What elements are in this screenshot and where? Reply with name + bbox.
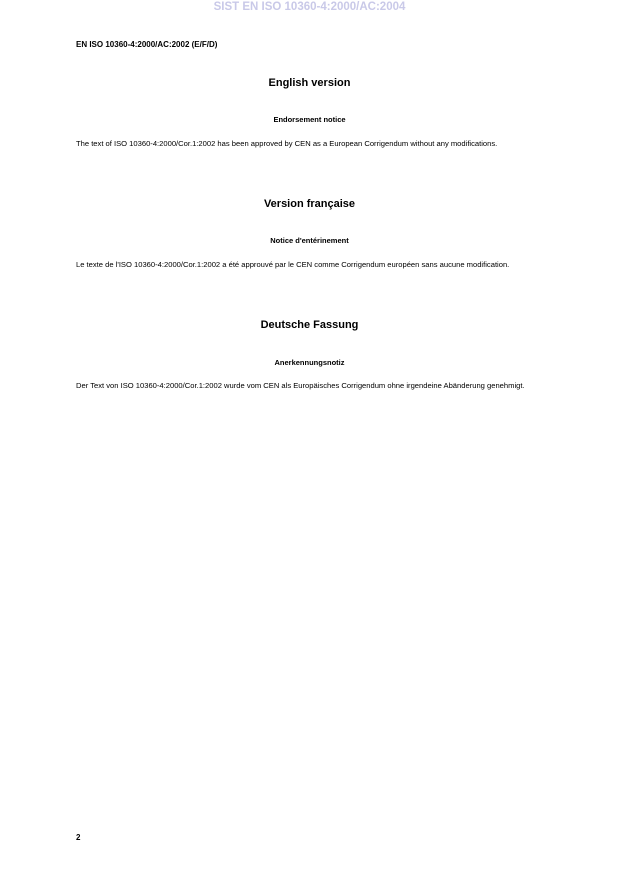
watermark: SIST EN ISO 10360-4:2000/AC:2004 bbox=[213, 1, 406, 13]
section-text-german: Der Text von ISO 10360-4:2000/Cor.1:2002 wurde vom CEN als Europäisches Corrigendum ohne irgendeine Abänderung genehmigt. bbox=[76, 381, 525, 390]
section-subtitle-english: Endorsement notice bbox=[273, 115, 346, 124]
section-subtitle-french: Notice d'entérinement bbox=[270, 236, 349, 245]
section-text-french: Le texte de l'ISO 10360-4:2000/Cor.1:2002 a été approuvé par le CEN comme Corrigendum européen sans aucune modification. bbox=[76, 260, 510, 269]
section-title-german: Deutsche Fassung bbox=[260, 319, 359, 331]
section-subtitle-german: Anerkennungsnotiz bbox=[274, 358, 345, 367]
section-text-english: The text of ISO 10360-4:2000/Cor.1:2002 has been approved by CEN as a European Corrigendum without any modifications. bbox=[76, 139, 498, 148]
section-title-french: Version française bbox=[263, 198, 356, 210]
section-title-english: English version bbox=[268, 77, 351, 89]
document-header: EN ISO 10360-4:2000/AC:2002 (E/F/D) bbox=[76, 40, 218, 49]
page-number: 2 bbox=[76, 833, 81, 842]
